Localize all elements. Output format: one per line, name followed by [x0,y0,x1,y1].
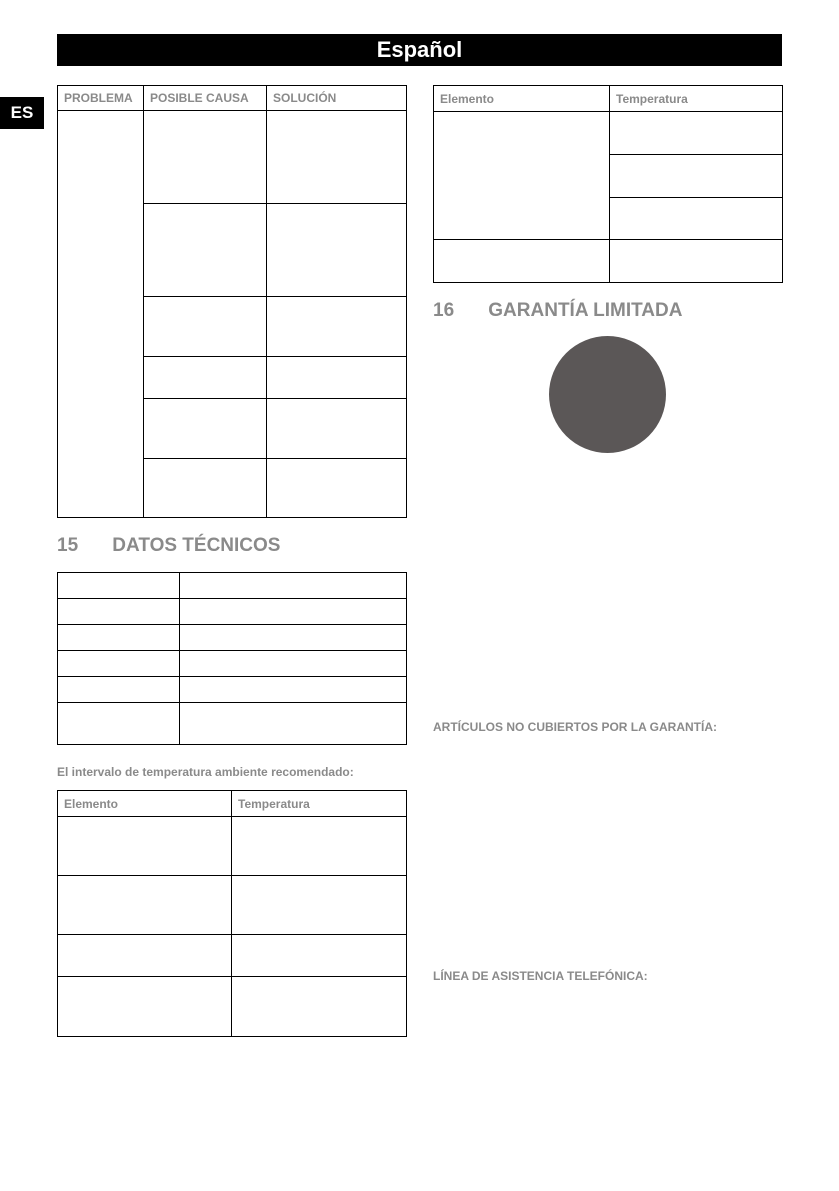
table-header-row [58,86,407,111]
table-cell [180,625,407,651]
table-cell [610,198,783,240]
table-cell [58,876,232,935]
table-row [58,573,407,599]
col-header-temperatura: Temperatura [232,791,407,817]
table-cell [434,112,610,240]
table-row [58,111,407,204]
table-row [58,677,407,703]
table-cell [610,112,783,155]
table-cell [180,573,407,599]
table-cell [180,677,407,703]
col-header-solucion: SOLUCIÓN [267,86,407,111]
table-cell [267,204,407,297]
table-row [58,935,407,977]
table-row [434,240,783,283]
section-16-heading [433,300,682,322]
table-cell [58,573,180,599]
table-cell [144,459,267,518]
warranty-circle-graphic [549,336,666,453]
table-cell [58,703,180,745]
table-cell [267,459,407,518]
right-temperature-table [433,85,783,283]
page-title: Español [376,37,463,62]
table-header-row [434,86,783,112]
table-row [434,112,783,155]
table-cell [610,155,783,198]
ambient-caption: El intervalo de temperatura ambiente recomendado: [57,765,354,779]
table-cell [267,357,407,399]
col-header-elemento: Elemento [58,791,232,817]
table-cell [232,817,407,876]
col-header-elemento: Elemento [434,86,610,112]
table-row [58,651,407,677]
table-cell [58,625,180,651]
table-row [58,599,407,625]
tech-data-table [57,572,407,745]
table-cell [180,703,407,745]
language-code: ES [10,103,34,122]
table-row [58,817,407,876]
table-cell [58,677,180,703]
table-cell [144,399,267,459]
section-title: DATOS TÉCNICOS [112,535,281,556]
table-cell [610,240,783,283]
ambient-temperature-table [57,790,407,1037]
section-15-heading [57,535,280,557]
table-row [58,625,407,651]
table-cell [267,111,407,204]
section-number: 16 [433,300,455,321]
table-cell [144,111,267,204]
table-row [58,977,407,1037]
table-row [58,703,407,745]
table-cell [144,357,267,399]
table-cell [434,240,610,283]
table-cell [58,977,232,1037]
table-cell [232,935,407,977]
col-header-posible-causa: POSIBLE CAUSA [144,86,267,111]
language-tab [0,97,44,129]
table-header-row [58,791,407,817]
table-cell [267,399,407,459]
table-cell [58,817,232,876]
section-title: GARANTÍA LIMITADA [488,300,683,321]
table-row [58,876,407,935]
table-cell [267,297,407,357]
table-cell [144,204,267,297]
table-cell [232,977,407,1037]
page-title-banner [57,34,782,66]
table-cell [58,599,180,625]
table-cell [144,297,267,357]
table-cell [180,599,407,625]
col-header-temperatura: Temperatura [610,86,783,112]
troubleshooting-table [57,85,407,518]
table-cell [180,651,407,677]
table-cell [58,935,232,977]
section-number: 15 [57,535,79,556]
table-cell [58,651,180,677]
table-cell [232,876,407,935]
table-cell [58,111,144,518]
col-header-problema: PROBLEMA [58,86,144,111]
not-covered-heading: ARTÍCULOS NO CUBIERTOS POR LA GARANTÍA: [433,720,717,734]
helpline-heading: LÍNEA DE ASISTENCIA TELEFÓNICA: [433,969,648,983]
